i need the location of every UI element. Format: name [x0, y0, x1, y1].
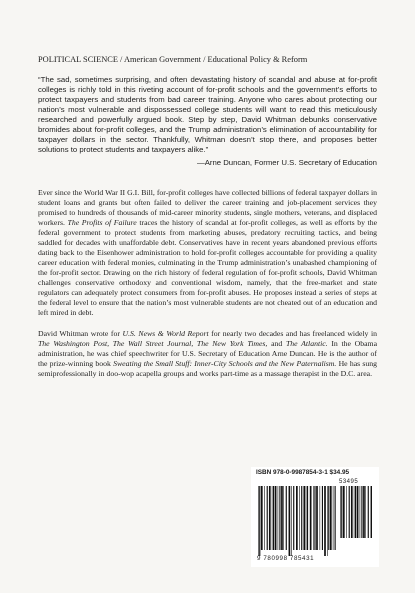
bio-publications: The Washington Post, The Wall Street Journal, The New York Times,	[38, 338, 268, 348]
book-title: The Profits of Failure	[67, 218, 137, 228]
barcode-panel	[251, 467, 379, 567]
ean-digits: 9 780998 785431	[257, 555, 315, 562]
bio-publication: U.S. News & World Report	[122, 328, 209, 338]
endorsement-quote: “The sad, sometimes surprising, and often devastating history of scandal and abuse at for-profit colleges is richly told in this riveting account of for-profit schools and the government’s efforts to protect taxpayers and students from bad career training. Anyone who cares about protecting our nation’s most vulnerable and dispossessed college students will want to read this meticulously researched and powerfully argued book. Step by step, David Whitman debunks conservative bromides about for-profit colleges, and the Trump administration’s elimination of accountability for taxpayer dollars in the sector. Thankfully, Whitman doesn’t stop there, and proposes better solutions to protect students and taxpayers alike.”	[38, 75, 377, 155]
bio-book-title: Sweating the Small Stuff: Inner-City Schools and the New Paternalism.	[113, 358, 337, 368]
description-part-1: Ever since the World War II G.I. Bill, for-profit colleges have collected billions of federal taxpayer dollars in student loans and grants but often failed to deliver the career training and job-placement services they promised to hundreds of thousands of mid-career minority students, single mothers, veterans, and displaced workers.	[38, 188, 377, 228]
book-description	[38, 188, 377, 317]
bio-text: He has sung semiprofessionally in doo-wop acapella groups and works part-time as a massage therapist in the D.C. area.	[38, 358, 378, 378]
price-barcode-icon	[340, 486, 372, 544]
category-line: POLITICAL SCIENCE / American Government / Educational Policy & Reform	[38, 55, 308, 64]
bio-text: and	[271, 338, 283, 348]
ean-barcode-icon	[258, 486, 336, 556]
endorsement-attribution: —Arne Duncan, Former U.S. Secretary of Education	[196, 158, 377, 168]
bio-publication: The Atlantic.	[285, 338, 328, 348]
bio-text: In the Obama administration, he was chief speechwriter for U.S. Secretary of Education Arne Duncan. He is the author of the prize-winning book	[38, 338, 378, 368]
description-part-2: traces the history of scandal at for-profit colleges, as well as efforts by the federal government to protect students from marketing abuses, predatory recruiting tactics, and being saddled for decades with unaffordable debt. Conservatives have in recent years abandoned previous efforts dating back to the Eisenhower administration to hold for-profit colleges accountable for providing a quality career education with federal monies, culminating in the Trump administration’s unabashed championing of the for-profit sector. Drawing on the rich history of federal regulation of for-profit schools, David Whitman challenges conservative orthodoxy and conventional wisdom, namely, that the free-market and state regulators can adequately protect consumers from for-profit abuses. He proposes instead a series of steps at the federal level to ensure that the nation’s most vulnerable students are not cheated out of an education and left mired in debt.	[38, 218, 378, 317]
author-bio	[38, 329, 377, 379]
price-supplement-digits: 53495	[339, 479, 359, 485]
bio-text: David Whitman wrote for	[38, 328, 120, 338]
isbn-price: ISBN 978-0-9987854-3-1 $34.95	[256, 469, 350, 476]
bio-text: for nearly two decades and has freelanced widely in	[211, 328, 377, 338]
